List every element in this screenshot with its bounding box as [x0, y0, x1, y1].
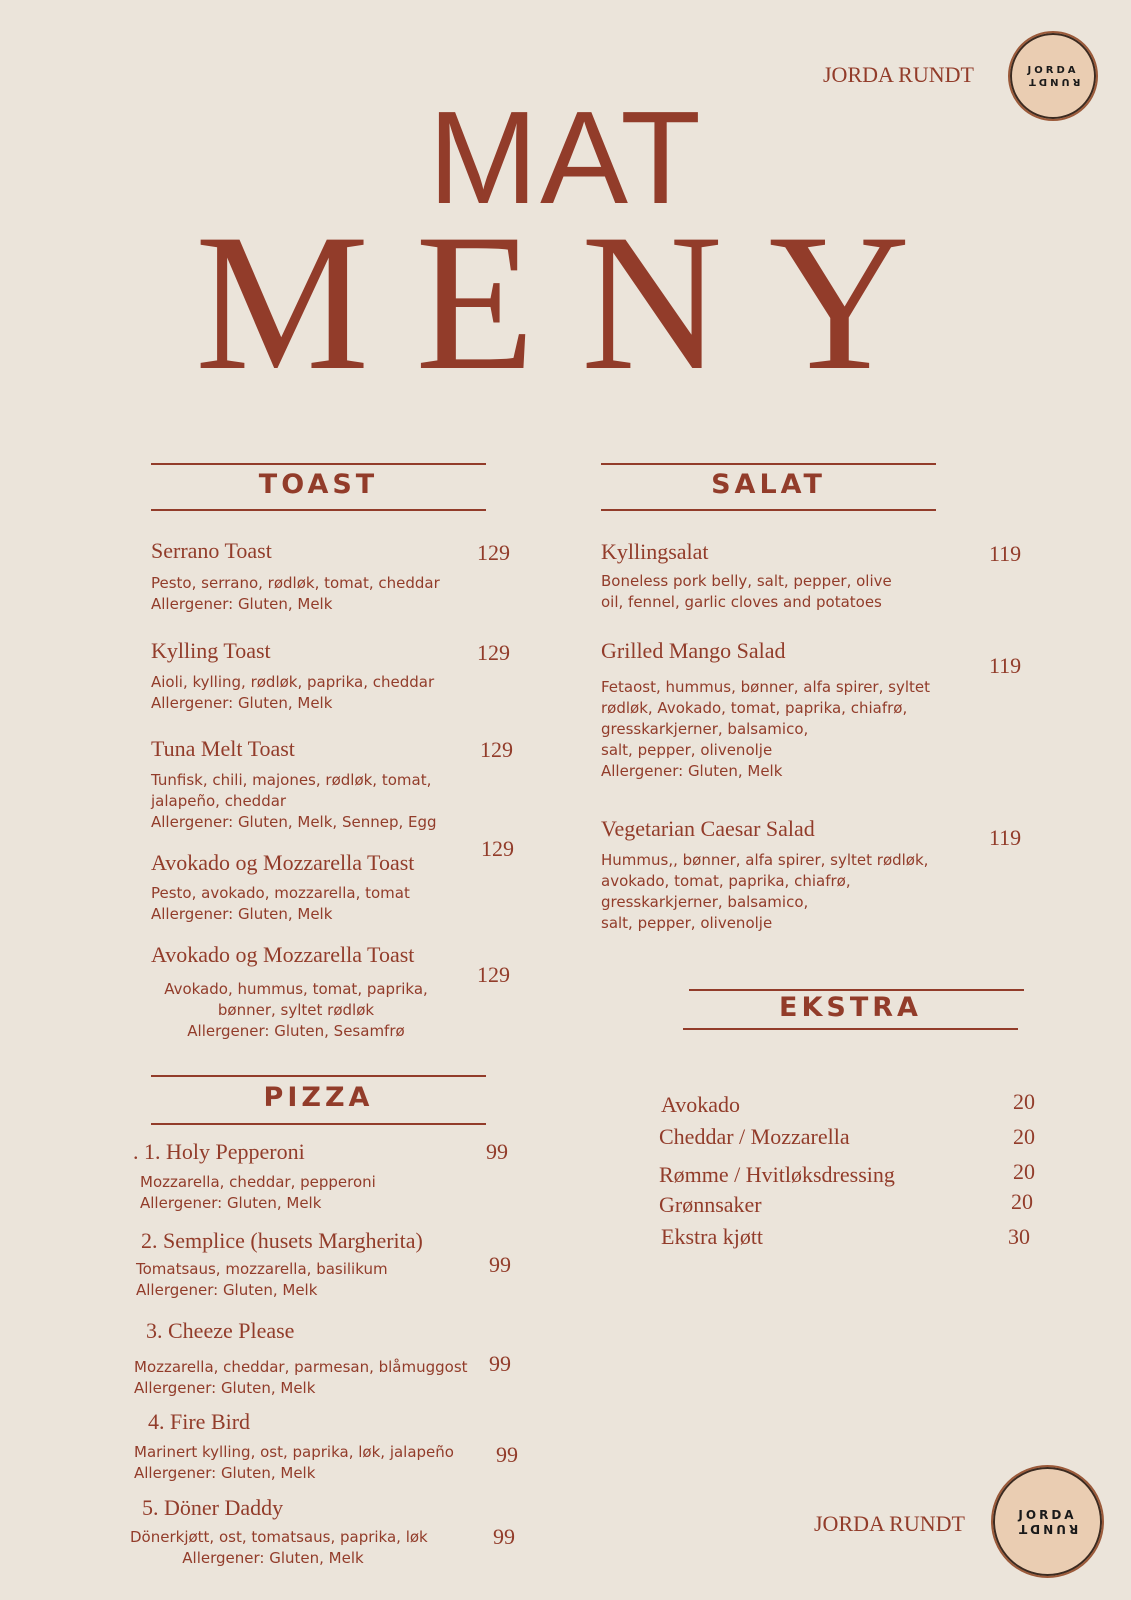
ekstra-item-price: 20	[1013, 1124, 1035, 1149]
pizza-item-price: 99	[489, 1351, 511, 1376]
ekstra-heading: EKSTRA	[779, 992, 922, 1023]
toast-item-name: Tuna Melt Toast	[151, 736, 295, 761]
pizza-item-price: 99	[486, 1139, 508, 1164]
toast-item-desc: Tunfisk, chili, majones, rødløk, tomat, jalapeño, cheddar Allergener: Gluten, Melk, Sennep, Egg	[151, 771, 437, 831]
ekstra-item-name: Avokado	[661, 1092, 741, 1117]
salat-rule-bottom	[601, 509, 936, 511]
salat-heading: SALAT	[711, 469, 826, 500]
logo-text-top: JORDA	[1018, 1507, 1077, 1522]
ekstra-item-price: 20	[1013, 1089, 1035, 1114]
toast-item-desc: Avokado, hummus, tomat, paprika, bønner, syltet rødløk Allergener: Gluten, Sesamfrø	[164, 980, 428, 1040]
pizza-item-price: 99	[493, 1524, 515, 1549]
salat-item-desc: Boneless pork belly, salt, pepper, olive oil, fennel, garlic cloves and potatoes	[601, 572, 892, 611]
pizza-item-price: 99	[489, 1252, 511, 1277]
salat-item-price: 119	[989, 825, 1022, 850]
brand-logo-bottom	[991, 1465, 1104, 1578]
pizza-item-name: 3. Cheeze Please	[146, 1318, 295, 1343]
pizza-item-name: 4. Fire Bird	[148, 1409, 251, 1434]
toast-item-name: Kylling Toast	[151, 638, 271, 663]
ekstra-item-name: Ekstra kjøtt	[661, 1224, 764, 1249]
toast-item-desc: Pesto, avokado, mozzarella, tomat Allergener: Gluten, Melk	[151, 884, 410, 923]
salat-item-price: 119	[989, 541, 1022, 566]
salat-item-name: Vegetarian Caesar Salad	[601, 816, 815, 841]
toast-item-price: 129	[477, 540, 510, 565]
toast-item-price: 129	[480, 737, 513, 762]
toast-item-name: Serrano Toast	[151, 538, 272, 563]
salat-rule-top	[601, 463, 936, 465]
brand-name-bottom: JORDA RUNDT	[814, 1511, 965, 1536]
pizza-item-desc: Dönerkjøtt, ost, tomatsaus, paprika, løk Allergener: Gluten, Melk	[130, 1528, 428, 1567]
logo-text-bottom: RUNDT	[1016, 1521, 1079, 1536]
pizza-item-desc: Tomatsaus, mozzarella, basilikum Allergener: Gluten, Melk	[136, 1260, 388, 1299]
toast-rule-top	[151, 463, 486, 465]
toast-heading: TOAST	[258, 469, 379, 500]
toast-rule-bottom	[151, 509, 486, 511]
salat-item-name: Kyllingsalat	[601, 539, 709, 564]
ekstra-rule-top	[689, 989, 1024, 991]
toast-item-price: 129	[477, 962, 510, 987]
toast-item-price: 129	[481, 836, 514, 861]
toast-item-name: Avokado og Mozzarella Toast	[151, 942, 415, 967]
pizza-rule-top	[151, 1075, 486, 1077]
ekstra-item-price: 20	[1013, 1159, 1035, 1184]
ekstra-item-name: Grønnsaker	[659, 1192, 762, 1217]
logo-text-bottom: RUNDT	[1025, 76, 1081, 87]
salat-item-desc: Hummus,, bønner, alfa spirer, syltet rødløk, avokado, tomat, paprika, chiafrø, gresskarkjerner, balsamico, salt, pepper, olivenolje	[601, 851, 929, 932]
pizza-item-name: 5. Döner Daddy	[142, 1495, 284, 1520]
ekstra-rule-bottom	[683, 1028, 1018, 1030]
toast-item-desc: Pesto, serrano, rødløk, tomat, cheddar Allergener: Gluten, Melk	[151, 574, 440, 613]
ekstra-item-name: Cheddar / Mozzarella	[659, 1124, 850, 1149]
title-mat: MAT	[428, 84, 703, 231]
toast-item-price: 129	[477, 640, 510, 665]
toast-item-name: Avokado og Mozzarella Toast	[151, 850, 415, 875]
pizza-item-desc: Mozzarella, cheddar, pepperoni Allergener: Gluten, Melk	[140, 1173, 376, 1212]
ekstra-item-price: 30	[1008, 1224, 1030, 1249]
title-meny: MENY	[195, 194, 957, 411]
pizza-item-price: 99	[496, 1442, 518, 1467]
pizza-item-desc: Mozzarella, cheddar, parmesan, blåmuggost Allergener: Gluten, Melk	[134, 1358, 468, 1397]
pizza-item-name: . 1. Holy Pepperoni	[133, 1139, 305, 1164]
pizza-rule-bottom	[151, 1123, 486, 1125]
pizza-item-desc: Marinert kylling, ost, paprika, løk, jalapeño Allergener: Gluten, Melk	[134, 1443, 454, 1482]
brand-name-top: JORDA RUNDT	[823, 62, 974, 87]
ekstra-item-name: Rømme / Hvitløksdressing	[659, 1162, 895, 1187]
pizza-heading: PIZZA	[263, 1082, 374, 1113]
pizza-item-name: 2. Semplice (husets Margherita)	[141, 1228, 423, 1253]
toast-item-desc: Aioli, kylling, rødløk, paprika, cheddar Allergener: Gluten, Melk	[151, 673, 435, 712]
ekstra-item-price: 20	[1011, 1189, 1033, 1214]
logo-text-top: JORDA	[1027, 65, 1079, 76]
salat-item-price: 119	[989, 653, 1022, 678]
salat-item-name: Grilled Mango Salad	[601, 638, 786, 663]
salat-item-desc: Fetaost, hummus, bønner, alfa spirer, syltet rødløk, Avokado, tomat, paprika, chiafrø, gresskarkjerner, balsamico, salt, pepper, olivenolje Allergener: Gluten, Melk	[601, 678, 930, 780]
